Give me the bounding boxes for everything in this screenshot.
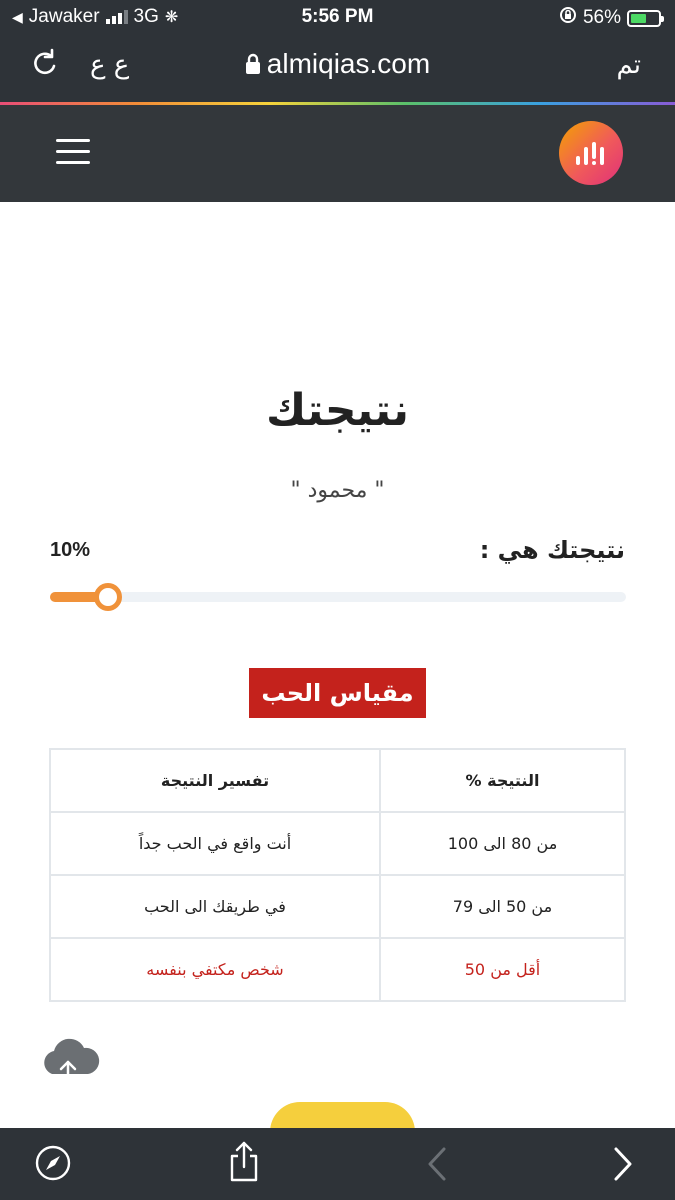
back-triangle-icon[interactable]: ◀ [12, 8, 23, 25]
status-right [559, 6, 661, 30]
status-bar [0, 0, 675, 34]
love-scale-badge: مقياس الحب [249, 668, 426, 718]
network-label: 3G [133, 6, 159, 27]
table-header-cell: تفسير النتيجة [50, 749, 380, 812]
table-header-cell: النتيجة % [380, 749, 625, 812]
result-title: نتيجتك [265, 385, 410, 436]
table-cell: أقل من 50 [380, 938, 625, 1001]
share-icon[interactable] [226, 1140, 262, 1186]
hamburger-icon[interactable] [56, 139, 90, 165]
love-scale-table [49, 748, 626, 1002]
back-arrow-icon [426, 1146, 448, 1186]
table-cell: من 80 الى 100 [380, 812, 625, 875]
site-header [0, 105, 675, 202]
text-size-button[interactable]: ع ع [90, 50, 130, 80]
done-button[interactable]: تم [616, 50, 641, 80]
table-cell: في طريقك الى الحب [50, 875, 380, 938]
orientation-lock-icon [559, 6, 577, 30]
lock-icon [245, 50, 261, 82]
url-text: almiqias.com [266, 48, 431, 79]
result-percent: 10% [50, 539, 91, 561]
address-bar[interactable] [0, 48, 675, 82]
browser-bar [0, 34, 675, 104]
clock: 5:56 PM [301, 6, 374, 27]
progress-thumb [94, 583, 122, 611]
result-label: نتيجتك هي : [479, 536, 625, 564]
forward-arrow-icon[interactable] [612, 1146, 634, 1186]
result-progress-track [50, 592, 626, 602]
compass-icon[interactable] [34, 1144, 72, 1186]
battery-icon [627, 10, 661, 27]
table-cell: أنت واقع في الحب جداً [50, 812, 380, 875]
table-row [50, 938, 625, 1001]
loading-spinner-icon: ❋ [164, 9, 179, 26]
cloud-upload-icon[interactable] [38, 1034, 100, 1092]
back-app-label[interactable]: Jawaker [28, 6, 100, 27]
table-row [50, 812, 625, 875]
browser-toolbar [0, 1128, 675, 1200]
person-name: " محمود " [290, 478, 385, 503]
table-row [50, 875, 625, 938]
bar-chart-logo-icon[interactable] [559, 121, 623, 185]
battery-percent: 56% [582, 7, 621, 28]
table-cell: من 50 الى 79 [380, 875, 625, 938]
table-header-row [50, 749, 625, 812]
table-cell: شخص مكتفي بنفسه [50, 938, 380, 1001]
